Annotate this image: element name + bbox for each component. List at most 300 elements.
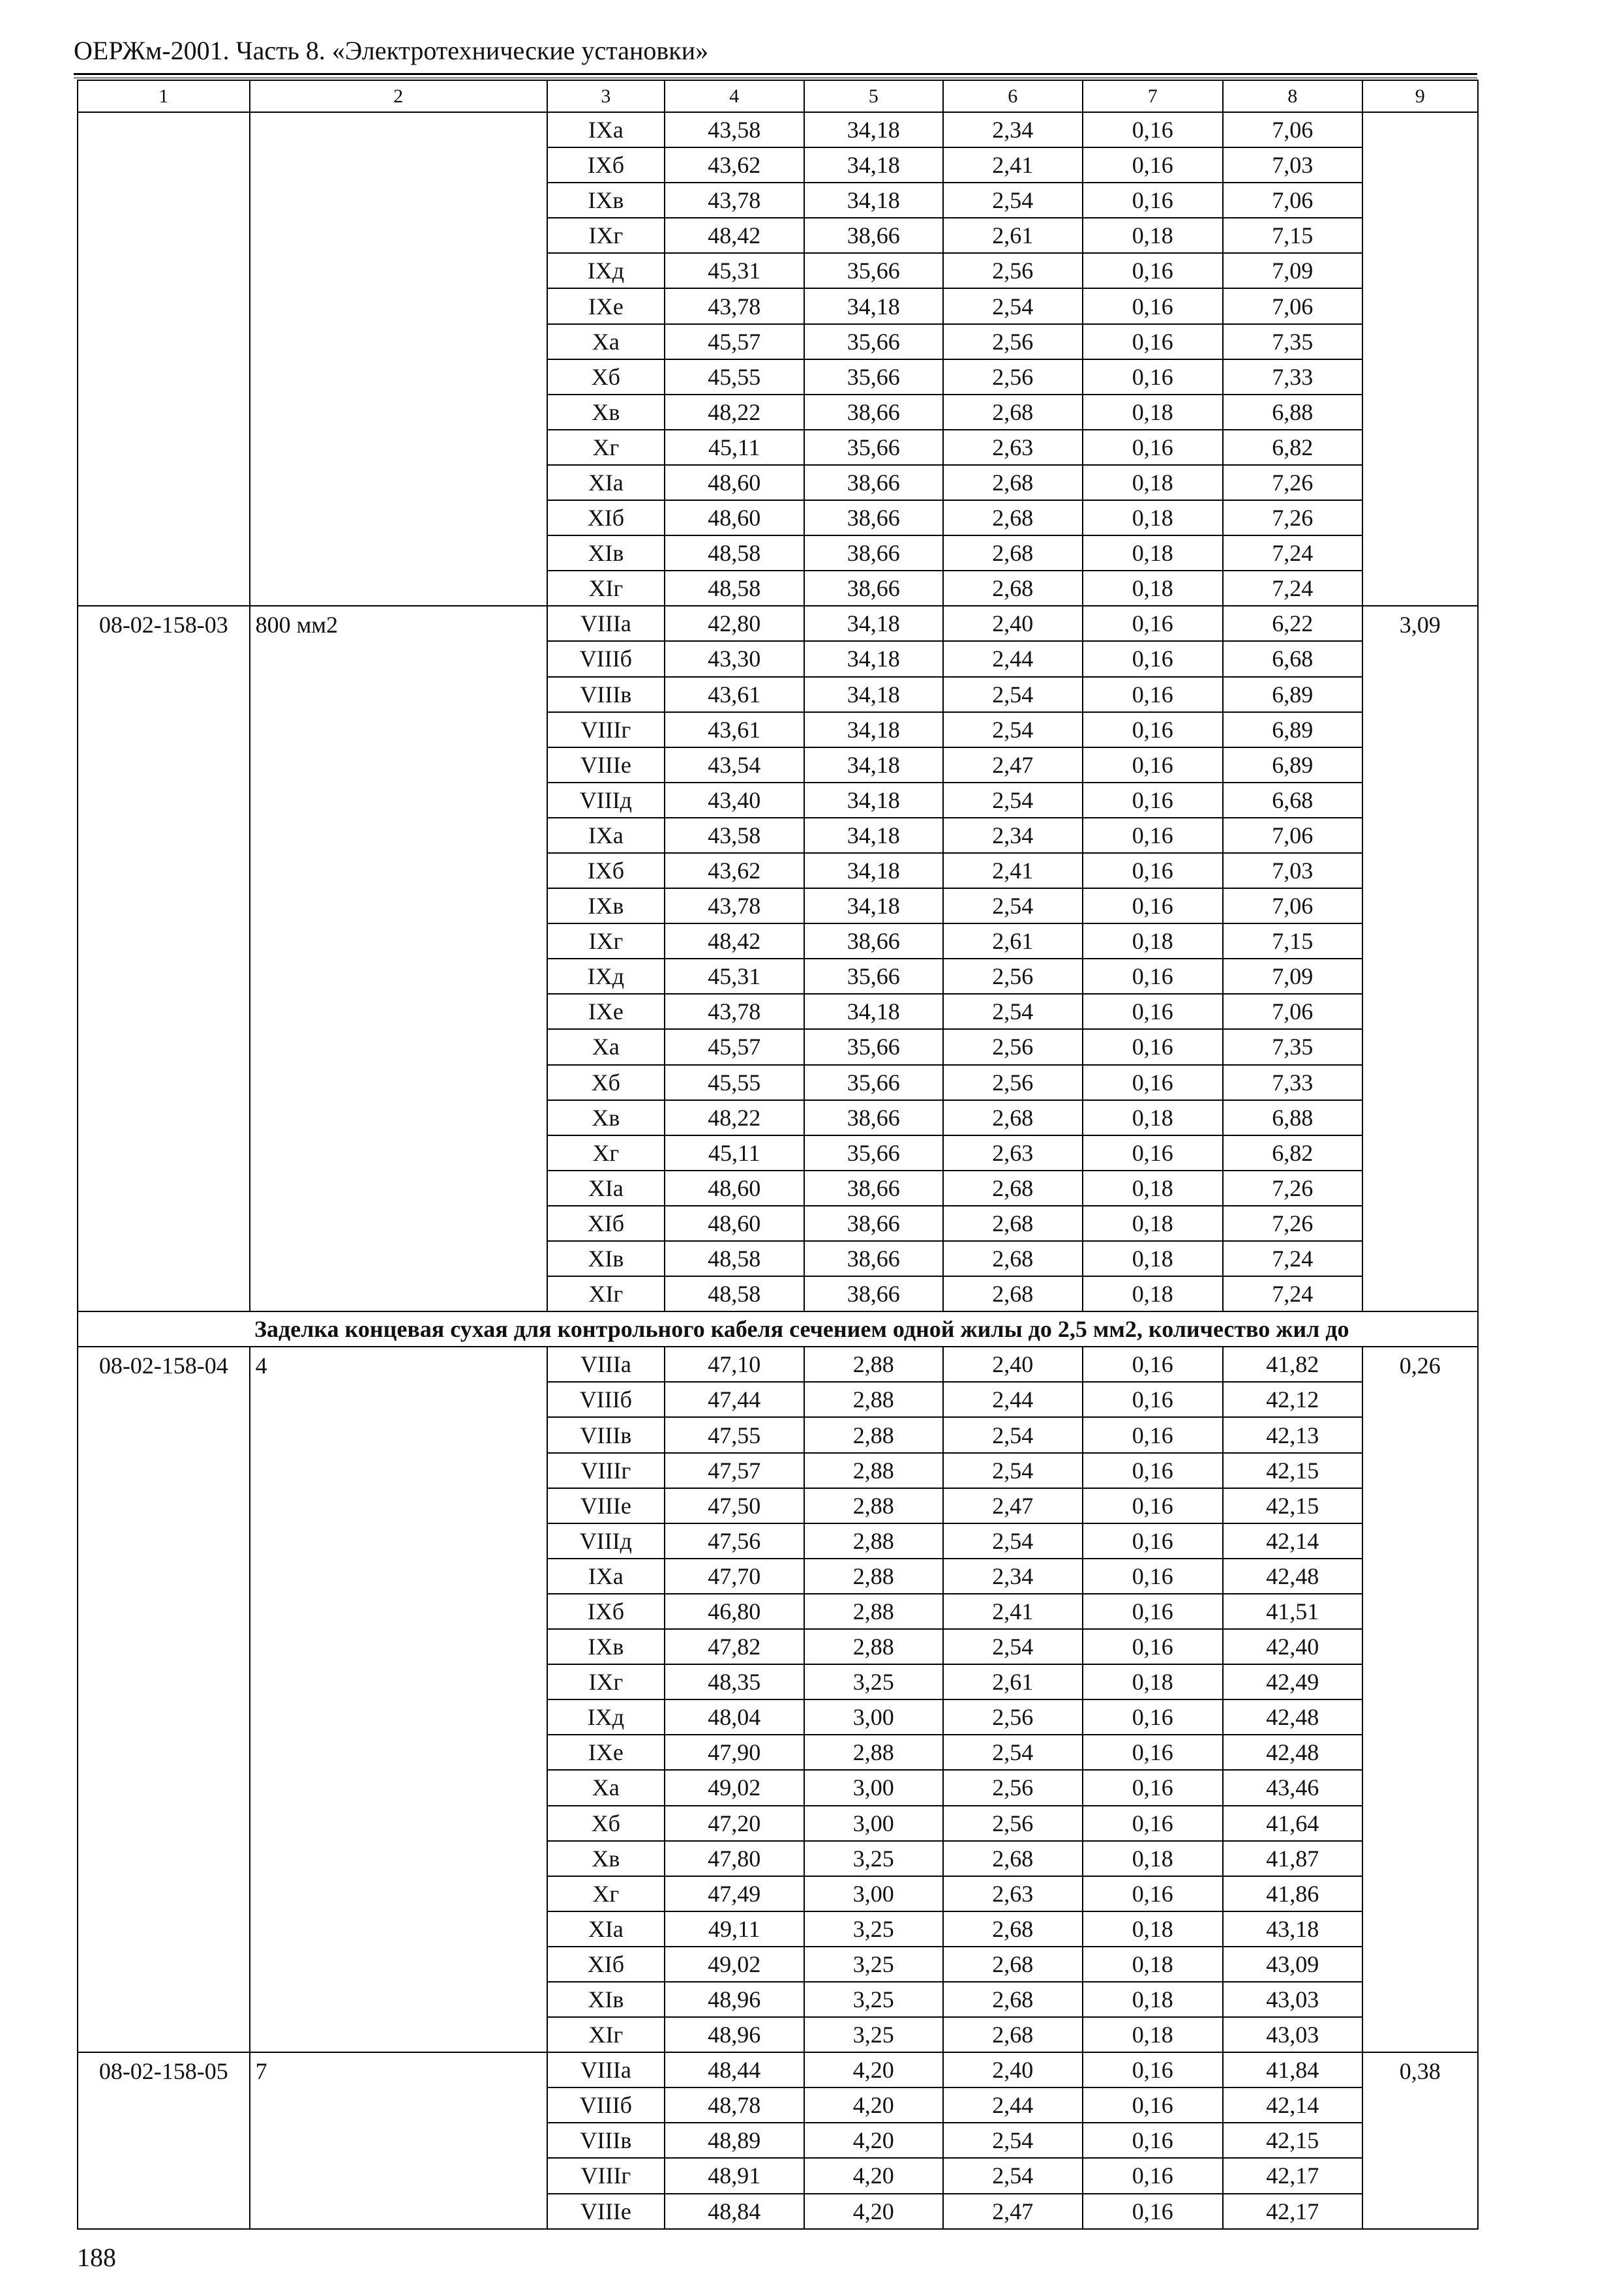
value-cell: 2,68	[943, 465, 1082, 500]
column-number: 8	[1223, 80, 1362, 112]
value-cell: 34,18	[804, 641, 943, 676]
value-cell: 34,18	[804, 606, 943, 641]
value-cell: 0,16	[1083, 183, 1224, 218]
value-cell: 45,31	[665, 959, 804, 994]
value-cell: 2,54	[943, 2158, 1082, 2193]
value-cell: 6,82	[1223, 430, 1362, 465]
value-cell: 2,88	[804, 1453, 943, 1488]
value-cell: 0,16	[1083, 1559, 1224, 1594]
zone-cell: XIа	[547, 465, 665, 500]
zone-cell: IXб	[547, 147, 665, 183]
value-cell: 0,18	[1083, 218, 1224, 253]
value-cell: 3,25	[804, 1947, 943, 1982]
value-cell: 2,88	[804, 1347, 943, 1382]
value-cell: 3,25	[804, 1664, 943, 1699]
zone-cell: XIв	[547, 535, 665, 571]
zone-cell: XIб	[547, 1206, 665, 1241]
value-cell: 47,80	[665, 1841, 804, 1876]
header-rule	[74, 73, 1477, 75]
zone-cell: Xв	[547, 1100, 665, 1135]
value-cell: 43,78	[665, 994, 804, 1029]
value-cell: 4,20	[804, 2123, 943, 2158]
zone-cell: VIIIа	[547, 2052, 665, 2087]
value-cell: 46,80	[665, 1594, 804, 1629]
value-cell: 45,57	[665, 1029, 804, 1064]
value-cell: 48,22	[665, 395, 804, 430]
column-number: 7	[1083, 80, 1224, 112]
value-cell: 0,16	[1083, 359, 1224, 395]
value-cell: 48,78	[665, 2087, 804, 2123]
value-cell: 42,80	[665, 606, 804, 641]
value-cell: 4,20	[804, 2052, 943, 2087]
rate-code-cell: 08-02-158-04	[78, 1347, 250, 2052]
value-cell: 0,18	[1083, 2017, 1224, 2052]
zone-cell: VIIIд	[547, 783, 665, 818]
value-cell: 4,20	[804, 2194, 943, 2229]
value-cell: 2,44	[943, 1382, 1082, 1417]
value-cell: 0,16	[1083, 2052, 1224, 2087]
value-cell: 0,18	[1083, 465, 1224, 500]
value-cell: 0,16	[1083, 2158, 1224, 2193]
value-cell: 3,25	[804, 2017, 943, 2052]
value-cell: 0,16	[1083, 1735, 1224, 1770]
value-cell: 34,18	[804, 747, 943, 783]
value-cell: 2,68	[943, 2017, 1082, 2052]
value-cell: 2,68	[943, 395, 1082, 430]
value-cell: 0,16	[1083, 677, 1224, 712]
value-cell: 0,16	[1083, 1876, 1224, 1911]
value-cell: 43,40	[665, 783, 804, 818]
value-cell: 48,58	[665, 1241, 804, 1276]
zone-cell: VIIIд	[547, 1523, 665, 1559]
value-cell: 47,10	[665, 1347, 804, 1382]
value-cell: 0,16	[1083, 288, 1224, 323]
value-cell: 6,89	[1223, 712, 1362, 747]
zone-cell: VIIIв	[547, 1417, 665, 1452]
column-number: 6	[943, 80, 1082, 112]
value-cell: 2,56	[943, 253, 1082, 288]
column-number: 9	[1362, 80, 1479, 112]
value-cell: 2,88	[804, 1735, 943, 1770]
rate-code-cell	[78, 112, 250, 606]
rate-parameter-cell: 800 мм2	[250, 606, 547, 1311]
zone-cell: VIIIе	[547, 1488, 665, 1523]
zone-cell: VIIIб	[547, 2087, 665, 2123]
value-cell: 0,16	[1083, 1488, 1224, 1523]
value-cell: 2,40	[943, 2052, 1082, 2087]
zone-cell: IXв	[547, 183, 665, 218]
value-cell: 6,68	[1223, 641, 1362, 676]
value-cell: 4,20	[804, 2158, 943, 2193]
value-cell: 0,16	[1083, 2194, 1224, 2229]
zone-cell: VIIIг	[547, 712, 665, 747]
value-cell: 7,26	[1223, 1206, 1362, 1241]
value-cell: 38,66	[804, 535, 943, 571]
value-cell: 41,84	[1223, 2052, 1362, 2087]
value-cell: 2,54	[943, 288, 1082, 323]
value-cell: 0,18	[1083, 1911, 1224, 1947]
value-cell: 38,66	[804, 218, 943, 253]
zone-cell: IXд	[547, 253, 665, 288]
zone-cell: XIг	[547, 1276, 665, 1311]
zone-cell: Xг	[547, 430, 665, 465]
value-cell: 7,33	[1223, 359, 1362, 395]
zone-cell: VIIIа	[547, 1347, 665, 1382]
value-cell: 48,84	[665, 2194, 804, 2229]
value-cell: 43,09	[1223, 1947, 1362, 1982]
value-cell: 42,17	[1223, 2158, 1362, 2193]
value-cell: 48,58	[665, 1276, 804, 1311]
value-cell: 47,44	[665, 1382, 804, 1417]
value-cell: 0,16	[1083, 1029, 1224, 1064]
value-cell: 2,56	[943, 1029, 1082, 1064]
zone-cell: IXв	[547, 1629, 665, 1664]
value-cell: 34,18	[804, 288, 943, 323]
value-cell: 48,58	[665, 571, 804, 606]
value-cell: 48,58	[665, 535, 804, 571]
value-cell: 0,16	[1083, 1382, 1224, 1417]
value-cell: 2,34	[943, 112, 1082, 147]
value-cell: 48,44	[665, 2052, 804, 2087]
value-cell: 43,62	[665, 147, 804, 183]
value-cell: 2,54	[943, 888, 1082, 923]
value-cell: 47,70	[665, 1559, 804, 1594]
value-cell: 45,57	[665, 324, 804, 359]
zone-cell: Xв	[547, 395, 665, 430]
value-cell: 0,16	[1083, 994, 1224, 1029]
value-cell: 2,54	[943, 994, 1082, 1029]
column9-value-cell: 3,09	[1362, 606, 1479, 1311]
value-cell: 0,16	[1083, 1629, 1224, 1664]
value-cell: 38,66	[804, 500, 943, 535]
value-cell: 3,00	[804, 1806, 943, 1841]
value-cell: 42,17	[1223, 2194, 1362, 2229]
value-cell: 38,66	[804, 571, 943, 606]
zone-cell: IXа	[547, 112, 665, 147]
value-cell: 2,47	[943, 747, 1082, 783]
value-cell: 6,68	[1223, 783, 1362, 818]
table-row	[78, 2052, 1478, 2087]
value-cell: 38,66	[804, 923, 943, 959]
value-cell: 38,66	[804, 1171, 943, 1206]
value-cell: 2,61	[943, 923, 1082, 959]
value-cell: 7,26	[1223, 1171, 1362, 1206]
value-cell: 42,15	[1223, 1453, 1362, 1488]
value-cell: 42,15	[1223, 1488, 1362, 1523]
value-cell: 2,88	[804, 1559, 943, 1594]
value-cell: 47,56	[665, 1523, 804, 1559]
value-cell: 0,16	[1083, 1453, 1224, 1488]
value-cell: 0,18	[1083, 1947, 1224, 1982]
value-cell: 48,22	[665, 1100, 804, 1135]
zone-cell: IXа	[547, 818, 665, 853]
value-cell: 48,60	[665, 1171, 804, 1206]
zone-cell: Xг	[547, 1135, 665, 1171]
zone-cell: XIв	[547, 1241, 665, 1276]
value-cell: 0,16	[1083, 1770, 1224, 1805]
value-cell: 0,16	[1083, 1417, 1224, 1452]
value-cell: 35,66	[804, 1065, 943, 1100]
section-heading-row	[78, 1311, 1478, 1347]
value-cell: 43,78	[665, 288, 804, 323]
value-cell: 3,25	[804, 1841, 943, 1876]
value-cell: 2,88	[804, 1382, 943, 1417]
value-cell: 0,16	[1083, 2087, 1224, 2123]
value-cell: 42,14	[1223, 2087, 1362, 2123]
value-cell: 2,68	[943, 1206, 1082, 1241]
value-cell: 48,89	[665, 2123, 804, 2158]
value-cell: 0,16	[1083, 1699, 1224, 1735]
value-cell: 0,18	[1083, 571, 1224, 606]
value-cell: 0,18	[1083, 1982, 1224, 2017]
value-cell: 2,41	[943, 147, 1082, 183]
value-cell: 35,66	[804, 324, 943, 359]
value-cell: 42,48	[1223, 1699, 1362, 1735]
value-cell: 48,91	[665, 2158, 804, 2193]
value-cell: 0,16	[1083, 641, 1224, 676]
value-cell: 2,68	[943, 1241, 1082, 1276]
value-cell: 2,56	[943, 359, 1082, 395]
value-cell: 49,11	[665, 1911, 804, 1947]
rate-code-cell: 08-02-158-03	[78, 606, 250, 1311]
value-cell: 43,03	[1223, 1982, 1362, 2017]
value-cell: 47,90	[665, 1735, 804, 1770]
value-cell: 34,18	[804, 994, 943, 1029]
value-cell: 2,54	[943, 712, 1082, 747]
value-cell: 2,40	[943, 606, 1082, 641]
value-cell: 34,18	[804, 112, 943, 147]
value-cell: 2,68	[943, 1911, 1082, 1947]
value-cell: 41,87	[1223, 1841, 1362, 1876]
zone-cell: IXг	[547, 1664, 665, 1699]
column-number: 2	[250, 80, 547, 112]
zone-cell: VIIIг	[547, 2158, 665, 2193]
zone-cell: IXг	[547, 218, 665, 253]
value-cell: 2,56	[943, 324, 1082, 359]
value-cell: 2,68	[943, 535, 1082, 571]
value-cell: 45,31	[665, 253, 804, 288]
value-cell: 43,78	[665, 888, 804, 923]
value-cell: 48,35	[665, 1664, 804, 1699]
table-body	[78, 80, 1478, 2229]
value-cell: 38,66	[804, 1276, 943, 1311]
value-cell: 6,22	[1223, 606, 1362, 641]
value-cell: 7,09	[1223, 253, 1362, 288]
value-cell: 49,02	[665, 1947, 804, 1982]
value-cell: 42,15	[1223, 2123, 1362, 2158]
zone-cell: IXе	[547, 1735, 665, 1770]
zone-cell: XIб	[547, 500, 665, 535]
value-cell: 0,18	[1083, 1241, 1224, 1276]
column-number-row	[78, 80, 1478, 112]
zone-cell: XIа	[547, 1171, 665, 1206]
column9-value-cell	[1362, 112, 1479, 606]
zone-cell: IXе	[547, 994, 665, 1029]
zone-cell: XIа	[547, 1911, 665, 1947]
value-cell: 2,54	[943, 1453, 1082, 1488]
value-cell: 2,68	[943, 1982, 1082, 2017]
value-cell: 38,66	[804, 1206, 943, 1241]
value-cell: 2,54	[943, 1523, 1082, 1559]
value-cell: 43,18	[1223, 1911, 1362, 1947]
zone-cell: IXе	[547, 288, 665, 323]
value-cell: 2,68	[943, 1276, 1082, 1311]
value-cell: 35,66	[804, 253, 943, 288]
value-cell: 43,03	[1223, 2017, 1362, 2052]
value-cell: 2,41	[943, 853, 1082, 888]
value-cell: 2,56	[943, 1806, 1082, 1841]
value-cell: 2,54	[943, 1735, 1082, 1770]
value-cell: 2,56	[943, 1699, 1082, 1735]
value-cell: 42,48	[1223, 1735, 1362, 1770]
zone-cell: XIг	[547, 571, 665, 606]
table-row	[78, 606, 1478, 641]
value-cell: 2,54	[943, 1417, 1082, 1452]
value-cell: 49,02	[665, 1770, 804, 1805]
value-cell: 0,18	[1083, 500, 1224, 535]
value-cell: 0,16	[1083, 324, 1224, 359]
column-number: 3	[547, 80, 665, 112]
value-cell: 2,68	[943, 1841, 1082, 1876]
value-cell: 48,60	[665, 465, 804, 500]
value-cell: 6,88	[1223, 395, 1362, 430]
value-cell: 2,54	[943, 783, 1082, 818]
value-cell: 43,58	[665, 112, 804, 147]
zone-cell: Xа	[547, 1029, 665, 1064]
value-cell: 0,18	[1083, 923, 1224, 959]
rate-parameter-cell: 4	[250, 1347, 547, 2052]
value-cell: 0,16	[1083, 1135, 1224, 1171]
value-cell: 3,00	[804, 1699, 943, 1735]
zone-cell: Xб	[547, 359, 665, 395]
value-cell: 2,63	[943, 1135, 1082, 1171]
value-cell: 2,47	[943, 1488, 1082, 1523]
value-cell: 0,16	[1083, 1523, 1224, 1559]
zone-cell: VIIIе	[547, 2194, 665, 2229]
value-cell: 43,58	[665, 818, 804, 853]
value-cell: 0,18	[1083, 1664, 1224, 1699]
value-cell: 43,61	[665, 677, 804, 712]
value-cell: 7,06	[1223, 112, 1362, 147]
value-cell: 0,18	[1083, 1100, 1224, 1135]
value-cell: 0,16	[1083, 606, 1224, 641]
value-cell: 2,61	[943, 1664, 1082, 1699]
zone-cell: IXв	[547, 888, 665, 923]
zone-cell: IXа	[547, 1559, 665, 1594]
value-cell: 2,68	[943, 571, 1082, 606]
value-cell: 47,57	[665, 1453, 804, 1488]
value-cell: 41,51	[1223, 1594, 1362, 1629]
zone-cell: IXг	[547, 923, 665, 959]
value-cell: 34,18	[804, 783, 943, 818]
column9-value-cell: 0,38	[1362, 2052, 1479, 2228]
value-cell: 3,00	[804, 1770, 943, 1805]
value-cell: 7,35	[1223, 324, 1362, 359]
zone-cell: IXд	[547, 1699, 665, 1735]
value-cell: 42,12	[1223, 1382, 1362, 1417]
zone-cell: Xг	[547, 1876, 665, 1911]
value-cell: 7,09	[1223, 959, 1362, 994]
page-number: 188	[77, 2243, 116, 2272]
value-cell: 48,96	[665, 1982, 804, 2017]
zone-cell: Xа	[547, 324, 665, 359]
value-cell: 43,46	[1223, 1770, 1362, 1805]
zone-cell: VIIIв	[547, 677, 665, 712]
value-cell: 0,16	[1083, 1065, 1224, 1100]
value-cell: 2,40	[943, 1347, 1082, 1382]
value-cell: 3,25	[804, 1911, 943, 1947]
value-cell: 7,24	[1223, 1241, 1362, 1276]
value-cell: 0,16	[1083, 783, 1224, 818]
value-cell: 0,18	[1083, 1171, 1224, 1206]
value-cell: 2,88	[804, 1594, 943, 1629]
value-cell: 41,82	[1223, 1347, 1362, 1382]
value-cell: 0,16	[1083, 712, 1224, 747]
value-cell: 2,34	[943, 1559, 1082, 1594]
value-cell: 2,68	[943, 500, 1082, 535]
zone-cell: VIIIе	[547, 747, 665, 783]
value-cell: 7,15	[1223, 923, 1362, 959]
value-cell: 0,16	[1083, 1347, 1224, 1382]
value-cell: 4,20	[804, 2087, 943, 2123]
value-cell: 0,18	[1083, 1276, 1224, 1311]
value-cell: 45,11	[665, 430, 804, 465]
value-cell: 2,56	[943, 959, 1082, 994]
value-cell: 3,25	[804, 1982, 943, 2017]
zone-cell: XIв	[547, 1982, 665, 2017]
page-header-title: ОЕРЖм-2001. Часть 8. «Электротехнические установки»	[74, 36, 709, 65]
zone-cell: VIIIв	[547, 2123, 665, 2158]
value-cell: 34,18	[804, 712, 943, 747]
value-cell: 2,54	[943, 1629, 1082, 1664]
zone-cell: IXб	[547, 1594, 665, 1629]
value-cell: 0,16	[1083, 1594, 1224, 1629]
value-cell: 35,66	[804, 959, 943, 994]
value-cell: 0,16	[1083, 888, 1224, 923]
table-row	[78, 112, 1478, 147]
value-cell: 2,63	[943, 1876, 1082, 1911]
value-cell: 7,06	[1223, 183, 1362, 218]
value-cell: 48,96	[665, 2017, 804, 2052]
value-cell: 42,13	[1223, 1417, 1362, 1452]
value-cell: 2,68	[943, 1171, 1082, 1206]
value-cell: 7,24	[1223, 535, 1362, 571]
value-cell: 38,66	[804, 1100, 943, 1135]
value-cell: 43,30	[665, 641, 804, 676]
column-number: 5	[804, 80, 943, 112]
value-cell: 34,18	[804, 183, 943, 218]
value-cell: 0,18	[1083, 535, 1224, 571]
zone-cell: XIг	[547, 2017, 665, 2052]
column-number: 1	[78, 80, 250, 112]
value-cell: 42,14	[1223, 1523, 1362, 1559]
value-cell: 2,54	[943, 2123, 1082, 2158]
zone-cell: IXб	[547, 853, 665, 888]
value-cell: 6,88	[1223, 1100, 1362, 1135]
value-cell: 47,49	[665, 1876, 804, 1911]
value-cell: 2,54	[943, 677, 1082, 712]
value-cell: 34,18	[804, 888, 943, 923]
value-cell: 2,88	[804, 1488, 943, 1523]
value-cell: 34,18	[804, 677, 943, 712]
value-cell: 0,18	[1083, 1206, 1224, 1241]
value-cell: 38,66	[804, 1241, 943, 1276]
value-cell: 43,61	[665, 712, 804, 747]
value-cell: 2,88	[804, 1629, 943, 1664]
zone-cell: VIIIб	[547, 1382, 665, 1417]
value-cell: 41,64	[1223, 1806, 1362, 1841]
value-cell: 7,03	[1223, 853, 1362, 888]
